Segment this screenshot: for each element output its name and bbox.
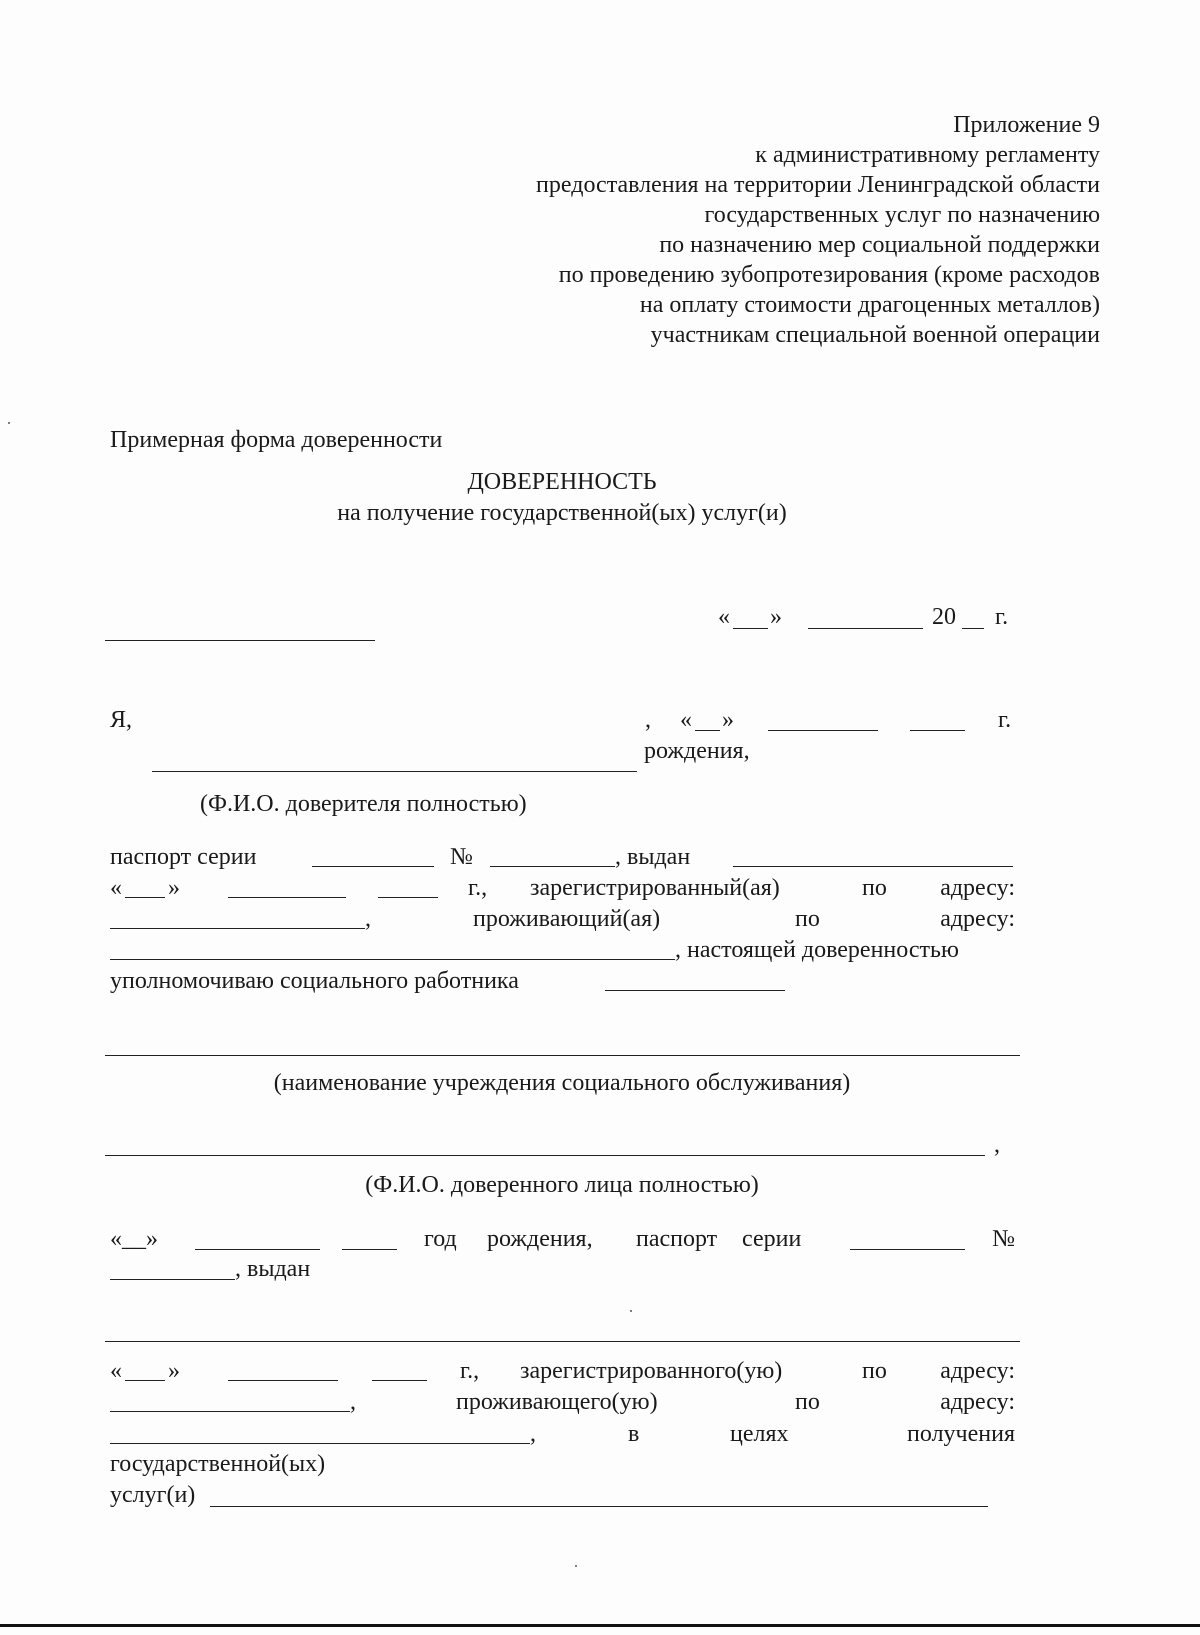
principal-g: г. [998, 707, 1012, 733]
principal-quote-close: » [722, 707, 734, 733]
trustee-caption: (Ф.И.О. доверенного лица полностью) [365, 1172, 759, 1198]
passport-living: проживающий(ая) [473, 906, 661, 932]
place-blank [105, 640, 375, 641]
trustee-issued: , выдан [235, 1256, 311, 1282]
document-title: ДОВЕРЕННОСТЬ [467, 469, 657, 495]
passport-day-blank [125, 897, 165, 898]
passport-comma: , [365, 906, 371, 932]
trustee-issue-month-blank [228, 1380, 338, 1381]
date-year-suffix: г. [995, 604, 1009, 630]
trustee-state-services: государственной(ых) [110, 1451, 326, 1477]
trustee-birth: рождения, [487, 1226, 593, 1252]
header-line: предоставления на территории Ленинградской области [536, 172, 1100, 198]
principal-comma: , [645, 707, 651, 733]
trustee-issued-by-blank [105, 1341, 1020, 1342]
passport-series-blank [312, 866, 434, 867]
date-quote-open: « [718, 604, 730, 630]
trustee-issue-day-blank [125, 1380, 165, 1381]
trustee-po2: по [795, 1389, 820, 1415]
trustee-name-blank [105, 1155, 985, 1156]
trustee-quote-open: « [110, 1358, 122, 1384]
scan-speck [8, 422, 10, 424]
passport-issued-blank [733, 866, 1013, 867]
passport-month-blank [228, 897, 346, 898]
trustee-number-blank [110, 1279, 235, 1280]
passport-hereby: , настоящей доверенностью [675, 937, 959, 963]
passport-issued: , выдан [615, 844, 691, 870]
passport-registered: зарегистрированный(ая) [530, 875, 780, 901]
principal-month-blank [768, 730, 878, 731]
principal-year-blank [910, 730, 965, 731]
trustee-month-blank [195, 1249, 320, 1250]
principal-day-blank [695, 730, 720, 731]
living-address-blank [110, 959, 675, 960]
date-quote-close: » [770, 604, 782, 630]
trustee-address-label2: адресу: [940, 1389, 1015, 1415]
principal-name-blank [152, 771, 637, 772]
passport-number-blank [490, 866, 615, 867]
header-line: государственных услуг по назначению [704, 202, 1100, 228]
date-year-blank [962, 628, 984, 629]
principal-birth: рождения, [644, 738, 750, 764]
date-year-prefix: 20 [932, 604, 956, 630]
trustee-day: «__» [110, 1226, 158, 1252]
scan-speck [575, 1565, 577, 1567]
trustee-series-blank [850, 1249, 965, 1250]
institution-caption: (наименование учреждения социального обслуживания) [273, 1070, 851, 1096]
page-bottom-edge [0, 1624, 1200, 1627]
header-line: по проведению зубопротезирования (кроме расходов [558, 262, 1100, 288]
trustee-year-blank [342, 1249, 397, 1250]
trustee-registered: зарегистрированного(ую) [520, 1358, 783, 1384]
trustee-services: услуг(и) [110, 1482, 196, 1508]
principal-quote-open: « [680, 707, 692, 733]
social-worker-blank [605, 990, 785, 991]
trustee-goals: целях [730, 1421, 789, 1447]
appendix-number: Приложение 9 [953, 112, 1100, 138]
trustee-living: проживающего(ую) [456, 1389, 658, 1415]
passport-po2: по [795, 906, 820, 932]
passport-number-sign: № [450, 844, 473, 870]
passport-year-blank [378, 897, 438, 898]
passport-po: по [862, 875, 887, 901]
date-month-blank [808, 628, 923, 629]
trustee-birth-year: год [424, 1226, 457, 1252]
trustee-registration-blank [110, 1411, 350, 1412]
trustee-comma2: , [530, 1421, 536, 1447]
passport-quote-open: « [110, 875, 122, 901]
trustee-v: в [628, 1421, 640, 1447]
trustee-address-label: адресу: [940, 1358, 1015, 1384]
trustee-issue-year-blank [372, 1380, 427, 1381]
header-line: участникам специальной военной операции [650, 322, 1100, 348]
trustee-receiving: получения [907, 1421, 1015, 1447]
scan-speck [630, 1310, 632, 1312]
trustee-number-sign: № [992, 1226, 1015, 1252]
header-line: на оплату стоимости драгоценных металлов) [639, 292, 1100, 318]
header-line: по назначению мер социальной поддержки [659, 232, 1100, 258]
passport-authorize: уполномочиваю социального работника [110, 968, 519, 994]
institution-blank [105, 1055, 1020, 1056]
trustee-comma: , [994, 1132, 1000, 1158]
trustee-quote-close: » [168, 1358, 180, 1384]
trustee-po: по [862, 1358, 887, 1384]
sample-form-label: Примерная форма доверенности [110, 427, 443, 453]
passport-g: г., [468, 875, 488, 901]
services-blank [210, 1506, 988, 1507]
principal-caption: (Ф.И.О. доверителя полностью) [200, 791, 527, 817]
registration-address-blank [110, 928, 365, 929]
trustee-comma: , [350, 1389, 356, 1415]
header-line: к административному регламенту [755, 142, 1100, 168]
trustee-series: серии [742, 1226, 802, 1252]
principal-ya: Я, [110, 707, 133, 733]
date-day-blank [733, 628, 768, 629]
trustee-g: г., [460, 1358, 480, 1384]
trustee-passport: паспорт [636, 1226, 718, 1252]
passport-address2: адресу: [940, 906, 1015, 932]
passport-series-label: паспорт серии [110, 844, 257, 870]
passport-quote-close: » [168, 875, 180, 901]
passport-address: адресу: [940, 875, 1015, 901]
trustee-living-blank [110, 1443, 530, 1444]
document-subtitle: на получение государственной(ых) услуг(и) [337, 500, 787, 526]
